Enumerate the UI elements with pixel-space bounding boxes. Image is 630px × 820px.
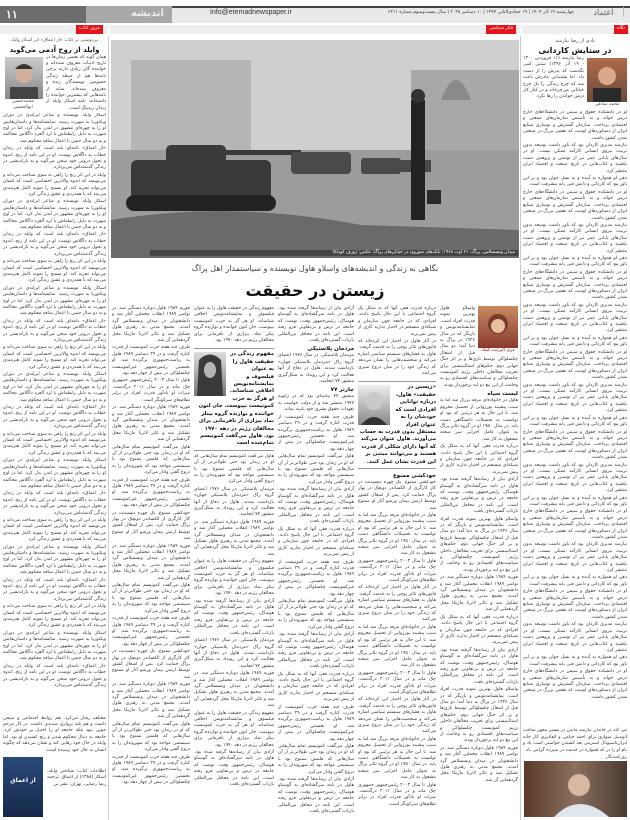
paragraph: فوریه ۱۹۸۹ هاول دوباره دستگیر شد. در نوامبر ۱۹۸۹ انقلاب مخملین آغاز شد و دانشجویان در میدان ونسسلاس گرد آمدند. مجمع مدنی به رهبری هاول تشکیل شد و تئاتر لاترنا ماژیکا محل گردهمایی آن شد.: [440, 745, 518, 783]
subhead: خودکشی ممنوع: [392, 472, 436, 479]
paragraph: او در دانشکده حقوق و سپس در دانشگاه‌های خارج درس خواند و به تأسیس سازمان‌های صنعتی و اقتصادی پرداخت. سازمان گسترش و نوسازی صنایع ایران از دستاوردهای اوست که نقشی بزرگ در صنعتی شدن کشور داشت.: [523, 110, 627, 141]
author-block: [587, 58, 627, 108]
paragraph: نیازمند مدیری کاردان بود که باور داشت توسعه بدون تربیت نیروی انسانی کارآمد ممکن نیست. او در سال‌های پایانی عمر نیز از نوشتن و پژوهش دست نکشید و کتاب‌هایی در تاریخ صنعت و اقتصاد ایران منتشر کرد.: [523, 622, 627, 653]
paragraph: آزادی بیان از رسانه‌ها گرفته شده بود. هاول در نامه سرگشاده‌ای به گوستاو هوساک، رئیس‌جمهور وقت، نوشت که جامعه در ترس و بی‌تفاوتی فرو رفته است. این نامه در محافل بین‌المللی بازتاب گسترده‌ای یافت.: [440, 477, 518, 515]
main-column-5-body: [112, 378, 190, 816]
paragraph: نیازمند مدیری کاردان بود که باور داشت توسعه بدون تربیت نیروی انسانی کارآمد ممکن نیست. او در سال‌های پایانی عمر نیز از نوشتن و پژوهش دست نکشید و کتاب‌هایی در تاریخ صنعت و اقتصاد ایران منتشر کرد.: [523, 462, 627, 494]
paragraph: اسکار وایلد نویسنده و شاعر ایرلندی در دوران ویکتوریا به شهرت رسید. نمایشنامه‌ها و داستان‌هایش او را به چهره‌ای مشهور در لندن بدل کرد. اما در اوج شهرت به دلیل رابطه‌اش با لرد آلفرد داگلاس محاکمه و به دو سال حبس با اعمال شاقه محکوم شد.: [3, 630, 106, 662]
paragraph: فوریه ۱۹۸۹ هاول دوباره دستگیر شد. در نوامبر ۱۹۸۹ انقلاب مخملین آغاز شد و دانشجویان در میدان ونسسلاس گرد آمدند. مجمع مدنی به رهبری هاول تشکیل شد و تئاتر لاترنا ماژیکا محل گردهمایی آن شد.: [112, 543, 190, 581]
left-author-photo: [5, 57, 43, 99]
book-info: اطلاعات کتاب: شناختی وایلد، اسکار (۱۳۸۸) از اعماق، ترجمه رضا رضایی، تهران: نشر نی: [47, 769, 106, 787]
left-body: [3, 113, 106, 715]
right-body: [523, 110, 627, 728]
paragraph: آزادی بیان از رسانه‌ها گرفته شده بود. هاول در نامه سرگشاده‌ای به گوستاو هوساک، رئیس‌جمهور وقت، نوشت که جامعه در ترس و بی‌تفاوتی فرو رفته است. این نامه در محافل بین‌المللی بازتاب گسترده‌ای یافت.: [278, 487, 354, 525]
paragraph: آزادی بیان از رسانه‌ها گرفته شده بود. هاول در نامه سرگشاده‌ای به گوستاو هوساک، رئیس‌جمهور وقت، نوشت که جامعه در ترس و بی‌تفاوتی فرو رفته است. این نامه در محافل بین‌المللی بازتاب گسترده‌ای یافت.: [278, 632, 354, 670]
paragraph: هاول در خانواده‌ای مرفه بزرگ شد اما به سبب پیشینه بورژوایی از تحصیل محروم شد. با این حال به هر ترتیبی که بود او توانست به تحصیلات دانشگاهی دست یابد. در سال ۱۹۵۰ او در گروه تئاتر پراگ به عنوان عامل اجرایی سر صحنه مشغول به کار شد.: [358, 624, 436, 669]
paragraph: او در دانشکده حقوق و سپس در دانشگاه‌های خارج درس خواند و به تأسیس سازمان‌های صنعتی و اقتصادی پرداخت. سازمان گسترش و نوسازی صنایع ایران از دستاوردهای اوست که نقشی بزرگ در صنعتی شدن کشور داشت.: [523, 669, 627, 700]
paragraph: «از اعماق» نامه‌ای بلند است که وایلد در زندان خطاب به داگلاس نوشت. او در این نامه از رنج، اندوه و تحول درونی خود سخن می‌گوید و به بازاندیشی در زندگی گذشته‌اش می‌پردازد.: [3, 405, 106, 430]
paragraph: در آثار هاول در اختیار این کرده‌اند که قانون‌های تئاتر پوچی را به خدمت گرفت. هاول به فشارهای سیستم سیاسی اشاره می‌کند و شخصیت‌هایی را نشان می‌دهد که زندگی خود را در میان دروغ سپری می‌کنند.: [358, 697, 436, 735]
section-label-left: مرور کتاب: [76, 25, 103, 34]
left-intro: [3, 55, 106, 114]
right-kicker: یادی از رضا نیازمند: [555, 38, 595, 44]
column-divider: [520, 36, 521, 820]
paragraph: ذهن او همواره به آینده و به نسل جوان بود و بر این باور بود که کاردانی و دانش فنی پایه پیشرفت است.: [523, 575, 627, 587]
paragraph: فوریه ۱۹۸۹ هاول دوباره دستگیر شد. در نوامبر ۱۹۸۹ انقلاب مخملین آغاز شد و دانشجویان در میدان ونسسلاس گرد آمدند. مجمع مدنی به رهبری هاول تشکیل شد و تئاتر لاترنا ماژیکا محل گردهمایی آن شد.: [440, 575, 518, 613]
paragraph: هاول تا سال ۲۰۰۳ رئیس‌جمهور جمهوری چک ماند و در سال ۲۰۱۱ درگذشت. میراث او یادآور قدرت افراد در برابر نظام‌های سرکوبگر است.: [112, 378, 190, 403]
paragraph: خودکشی ممنوع. یک چهره دیسیدنت در کار کارگری از الکساندر دوبچک در بهار پراگ حمایت کرد. پس از اشغال کشور توسط ارتش پیمان ورشو آثار او ممنوع شد.: [112, 649, 190, 680]
paragraph: هاول تا سال ۲۰۰۳ رئیس‌جمهور جمهوری چک ماند و در سال ۲۰۱۱ درگذشت. میراث او یادآور قدرت افراد در برابر نظام‌های سرکوبگر است.: [358, 558, 436, 584]
main-kicker: نگاهی به زندگی و اندیشه‌های واسلاو هاول نویسنده و سیاستمدار اهل پراگ: [191, 264, 439, 273]
paragraph: نیازمند مدیری کاردان بود که باور داشت توسعه بدون تربیت نیروی انسانی کارآمد ممکن نیست. او در سال‌های پایانی عمر نیز از نوشتن و پژوهش دست نکشید و کتاب‌هایی در تاریخ صنعت و اقتصاد ایران منتشر کرد.: [523, 222, 627, 254]
paragraph: فوریه ۱۹۸۹ هاول دوباره دستگیر شد. در نوامبر ۱۹۸۹ انقلاب مخملین آغاز شد و دانشجویان در میدان ونسسلاس گرد آمدند. مجمع مدنی به رهبری هاول تشکیل شد و تئاتر لاترنا ماژیکا محل گردهمایی آن شد.: [112, 682, 190, 720]
page-number: ۱۱: [0, 6, 86, 23]
paragraph: «از اعماق» نامه‌ای بلند است که وایلد در زندان خطاب به داگلاس نوشت. او در این نامه از رنج، اندوه و تحول درونی خود سخن می‌گوید و به بازاندیشی در زندگی گذشته‌اش می‌پردازد.: [3, 577, 106, 602]
paragraph: درباره قدرت فقر، آنها که به شکل یک گروه اجتماعی با این حال پاسخ دادند. افرادی که در جامعه چون سازمان و شبکه‌ای منسجم در اختیار ندارند کاری از پیش نمی‌برند.: [278, 526, 354, 558]
paragraph: هاول در خانواده‌ای مرفه بزرگ شد اما به سبب پیشینه بورژوایی از تحصیل محروم شد. با این حال به هر ترتیبی که بود او توانست به تحصیلات دانشگاهی دست یابد. در سال ۱۹۵۰ او در گروه تئاتر پراگ به عنوان عامل اجرایی سر صحنه مشغول به کار شد.: [358, 512, 436, 557]
author-photo: [587, 58, 627, 102]
paragraph: فوریه ۱۹۸۹ هاول دوباره دستگیر شد. در نوامبر ۱۹۸۹ انقلاب مخملین آغاز شد و دانشجویان در میدان ونسسلاس گرد آمدند. مجمع مدنی به رهبری هاول تشکیل شد و تئاتر لاترنا ماژیکا محل گردهمایی آن شد.: [112, 306, 190, 344]
paragraph: خودکشی ممنوع. یک چهره دیسیدنت در کار کارگری از الکساندر دوبچک در بهار پراگ حمایت کرد. پس از اشغال کشور توسط ارتش پیمان ورشو آثار او ممنوع شد.: [112, 510, 190, 542]
paragraph: هاول می‌گفت کمونیسم تمام سال‌هایی که او در زندان بود حتی طولانی‌تر از آن سال‌هایی که قلمش ممنوع بود با سیستمی مواجه بود که شهروندان را به دروغ گفتن وادار می‌کرد.: [112, 721, 190, 753]
paragraph: «از اعماق» نامه‌ای بلند است که وایلد در زندان خطاب به داگلاس نوشت. او در این نامه از رنج، اندوه و تحول درونی خود سخن می‌گوید و به بازاندیشی در زندگی گذشته‌اش می‌پردازد.: [3, 146, 106, 171]
paragraph: اسکار وایلد نویسنده و شاعر ایرلندی در دوران ویکتوریا به شهرت رسید. نمایشنامه‌ها و داستان‌هایش او را به چهره‌ای مشهور در لندن بدل کرد. اما در اوج شهرت به دلیل رابطه‌اش با لرد آلفرد داگلاس محاکمه و به دو سال حبس با اعمال شاقه محکوم شد.: [3, 113, 106, 144]
section-label-right: نگاه: [614, 25, 628, 34]
paragraph: واسلاو هاول بهترین نمونه قدرت افراد است. نمایشنامه‌نویس و بازیگر که در سال ۱۹۳۶ در پراگ به دنیا آمد؛ دو سال قبل از اشغال چکسلواکی توسط نازی‌ها و بر اثر جنگ جهانی دوم. حکم‌های استالینیستی برای تخریب مخالفان داخلی رژیم کمونیست چکسلواکی و سیاست‌های اقتصادی رو به وخامت از این تیغ دو لبه برخوردار بودند.: [440, 306, 518, 388]
paragraph: هاول می‌گفت کمونیسم تمام سال‌هایی که او در زندان بود حتی طولانی‌تر از آن سال‌هایی که قلمش ممنوع بود با سیستمی مواجه بود که شهروندان را به دروغ گفتن وادار می‌کرد.: [278, 599, 354, 630]
right-article: [523, 38, 627, 817]
left-kicker: پی‌نوشتی بر کتاب «از اعماق» اثر اسکار وایلد: [11, 38, 98, 43]
paragraph: ظرف چند هفته حزب کمونیست از قدرت کناره گرفت و در ۲۹ دسامبر ۱۹۸۹ هاول به ریاست‌جمهوری برگزیده شد. او نخستین رئیس‌جمهور غیرکمونیست چکسلواکی در بیش از چهار دهه بود.: [112, 754, 190, 786]
havel-quote-text: «زیستن در حقیقت» هاول، درباره توانایی افرادی است که خودشان را به عنوان افراد مستقل بدون قدرت به حساب می‌آورند. هاول عنوان می‌کند که آنها دارای شکلی از قدرت هستند و می‌توانند مبتنی بر این قدرت نشان عمل کنند.: [359, 384, 436, 465]
paragraph: فوریه ۱۹۸۹ هاول دوباره دستگیر شد. در نوامبر ۱۹۸۹ انقلاب مخملین آغاز شد و دانشجویان در میدان ونسسلاس گرد آمدند. مجمع مدنی به رهبری هاول تشکیل شد و تئاتر لاترنا ماژیکا محل گردهمایی آن شد.: [112, 405, 190, 443]
paragraph: اسکار وایلد نویسنده و شاعر ایرلندی در دوران ویکتوریا به شهرت رسید. نمایشنامه‌ها و داستان‌هایش او را به چهره‌ای مشهور در لندن بدل کرد. اما در اوج شهرت به دلیل رابطه‌اش با لرد آلفرد داگلاس محاکمه و به دو سال حبس با اعمال شاقه محکوم شد.: [3, 199, 106, 231]
paragraph: درباره قدرت فقر، آنها که به شکل یک گروه اجتماعی با این حال پاسخ دادند. افرادی که در جامعه چون سازمان و شبکه‌ای منسجم در اختیار ندارند کاری از پیش نمی‌برند.: [440, 614, 518, 646]
paragraph: ذهن او همواره به آینده و به نسل جوان بود و بر این باور بود که کاردانی و دانش فنی پایه پیشرفت است.: [523, 176, 627, 188]
paragraph: وایلد در این اثر رنج را راهی به سوی شناخت می‌داند و می‌نویسد که اندوه والاترین احساسی است که انسان می‌تواند تجربه کند. او مسیح را نمونه کامل هنرمندی می‌بیند که با همدردی و عشق زندگی کرد.: [3, 259, 106, 284]
paragraph: مردمان پلاستیکی. در سال ۱۹۷۶ اعضای گروه راک «مردمان پلاستیکی جهان» بازداشت شدند. هاول در دفاع از آنها فعالیت کرد و این رویداد به شکل‌گیری منشور ۷۷ انجامید.: [194, 486, 274, 518]
subhead: مردمان پلاستیکی: [307, 346, 354, 353]
king-block: [478, 306, 518, 354]
main-column-1-body: [440, 398, 518, 816]
paragraph: اسکار وایلد نویسنده و شاعر ایرلندی در دوران ویکتوریا به شهرت رسید. نمایشنامه‌ها و داستان‌هایش او را به چهره‌ای مشهور در لندن بدل کرد. اما در اوج شهرت به دلیل رابطه‌اش با لرد آلفرد داگلاس محاکمه و به دو سال حبس با اعمال شاقه محکوم شد.: [3, 458, 106, 489]
paragraph: ظرف چند هفته حزب کمونیست از قدرت کناره گرفت و در ۲۹ دسامبر ۱۹۸۹ هاول به ریاست‌جمهوری برگزیده شد. او نخستین رئیس‌جمهور غیرکمونیست چکسلواکی در بیش از چهار دهه بود.: [112, 477, 190, 509]
paragraph: در آثار هاول در اختیار این کرده‌اند که قانون‌های تئاتر پوچی را به خدمت گرفت. هاول به فشارهای سیستم سیاسی اشاره می‌کند و شخصیت‌هایی را نشان می‌دهد که زندگی خود را در میان دروغ سپری می‌کنند.: [358, 339, 436, 377]
paragraph: در آثار هاول در اختیار این کرده‌اند که قانون‌های تئاتر پوچی را به خدمت گرفت. هاول به فشارهای سیستم سیاسی اشاره می‌کند و شخصیت‌هایی را نشان می‌دهد که زندگی خود را در میان دروغ سپری می‌کنند.: [358, 585, 436, 623]
paragraph: مفهوم زندگی در حقیقت هاول را به عنوان فیلسوف و نمایشنامه‌نویس اخلاقی شناساند. او هر گز به حزب کمونیست نپیوست. جان لنون خواننده و نوازنده گروه بیتلز نماد بیزاری از نافرمانی برای مخالفان رژیم در دهه ۱۹۷۰ بود.: [194, 710, 274, 748]
paragraph: «از اعماق» نامه‌ای بلند است که وایلد در زندان خطاب به داگلاس نوشت. او در این نامه از رنج، اندوه و تحول درونی خود سخن می‌گوید و به بازاندیشی در زندگی گذشته‌اش می‌پردازد.: [3, 491, 106, 516]
paragraph: ذهن او همواره به آینده و به نسل جوان بود و بر این باور بود که کاردانی و دانش فنی پایه پیشرفت است.: [523, 335, 627, 348]
book-cover: [3, 757, 43, 817]
paragraph: نیازمند مدیری کاردان بود که باور داشت توسعه بدون تربیت نیروی انسانی کارآمد ممکن نیست. او در سال‌های پایانی عمر نیز از نوشتن و پژوهش دست نکشید و کتاب‌هایی در تاریخ صنعت و اقتصاد ایران منتشر کرد.: [523, 302, 627, 334]
paragraph: وایلد در این اثر رنج را راهی به سوی شناخت می‌داند و می‌نویسد که اندوه والاترین احساسی است که انسان می‌تواند تجربه کند. او مسیح را نمونه کامل هنرمندی می‌بیند که با همدردی و عشق زندگی کرد.: [3, 431, 106, 456]
paragraph: نیازمند مدیری کاردان بود که باور داشت توسعه بدون تربیت نیروی انسانی کارآمد ممکن نیست. او در سال‌های پایانی عمر نیز از نوشتن و پژوهش دست نکشید و کتاب‌هایی در تاریخ صنعت و اقتصاد ایران منتشر کرد.: [523, 143, 627, 174]
paragraph: ذهن او همواره به آینده و به نسل جوان بود و بر این باور بود که کاردانی و دانش فنی پایه پیشرفت است.: [523, 255, 627, 268]
havel-photo: [358, 385, 390, 425]
paragraph: ظرف چند هفته حزب کمونیست از قدرت کناره گرفت و در ۲۹ دسامبر ۱۹۸۹ هاول به ریاست‌جمهوری برگزیده شد. او نخستین رئیس‌جمهور غیرکمونیست چکسلواکی در بیش از چهار دهه بود.: [278, 559, 354, 597]
date-line: چهارشنبه ۱۹ آذر ۱۴۰۴ | ۱۹ جمادی‌الثانی ۱۴۴۷ | ۱۰ دسامبر ۲۰۲۵ | سال بیست‌وسوم شماره ۶۲۱۱: [387, 10, 574, 15]
paragraph: هاول می‌گفت کمونیسم تمام سال‌هایی که او در زندان بود حتی طولانی‌تر از آن سال‌هایی که قلمش ممنوع بود با سیستمی مواجه بود که شهروندان را به دروغ گفتن وادار می‌کرد.: [112, 444, 190, 476]
paragraph: او در دانشکده حقوق و سپس در دانشگاه‌های خارج درس خواند و به تأسیس سازمان‌های صنعتی و اقتصادی پرداخت. سازمان گسترش و نوسازی صنایع ایران از دستاوردهای اوست که نقشی بزرگ در صنعتی شدن کشور داشت.: [523, 589, 627, 620]
paragraph: اسکار وایلد نویسنده و شاعر ایرلندی در دوران ویکتوریا به شهرت رسید. نمایشنامه‌ها و داستان‌هایش او را به چهره‌ای مشهور در لندن بدل کرد. اما در اوج شهرت به دلیل رابطه‌اش با لرد آلفرد داگلاس محاکمه و به دو سال حبس با اعمال شاقه محکوم شد.: [3, 544, 106, 576]
right-title: در ستایش کاردانی: [538, 46, 612, 55]
paragraph: اسکار وایلد نویسنده و شاعر ایرلندی در دوران ویکتوریا به شهرت رسید. نمایشنامه‌ها و داستان‌هایش او را به چهره‌ای مشهور در لندن بدل کرد. اما در اوج شهرت به دلیل رابطه‌اش با لرد آلفرد داگلاس محاکمه و به دو سال حبس با اعمال شاقه محکوم شد.: [3, 285, 106, 317]
paragraph: هاول تا سال ۲۰۰۳ رئیس‌جمهور جمهوری چک ماند و در سال ۲۰۱۱ درگذشت. میراث او یادآور قدرت افراد در برابر نظام‌های سرکوبگر است.: [358, 782, 436, 807]
paragraph: هاول تا سال ۲۰۰۳ رئیس‌جمهور جمهوری چک ماند و در سال ۲۰۱۱ درگذشت. میراث او یادآور قدرت افراد در برابر نظام‌های سرکوبگر است.: [358, 670, 436, 695]
paragraph: آزادی بیان از رسانه‌ها گرفته شده بود. هاول در نامه سرگشاده‌ای به گوستاو هوساک، رئیس‌جمهور وقت، نوشت که جامعه در ترس و بی‌تفاوتی فرو رفته است. این نامه در محافل بین‌المللی بازتاب گسترده‌ای یافت.: [278, 777, 354, 815]
paragraph: هاول در خانواده‌ای مرفه بزرگ شد اما به سبب پیشینه بورژوایی از تحصیل محروم شد. با این حال به هر ترتیبی که بود او توانست به تحصیلات دانشگاهی دست یابد. در سال ۱۹۵۰ او در گروه تئاتر پراگ به عنوان عامل اجرایی سر صحنه مشغول به کار شد.: [440, 398, 518, 442]
right-signoff: روزنامه‌نگار: [605, 755, 627, 760]
subhead: چارتر ۷۷: [330, 387, 354, 394]
left-author: محمدحسین ابوالحسنی: [12, 98, 34, 110]
paragraph: نیازمند مدیری کاردان بود که باور داشت توسعه بدون تربیت نیروی انسانی کارآمد ممکن نیست. او در سال‌های پایانی عمر نیز از نوشتن و پژوهش دست نکشید و کتاب‌هایی در تاریخ صنعت و اقتصاد ایران منتشر کرد.: [523, 382, 627, 414]
left-author-block: [3, 57, 43, 111]
left-article: [3, 38, 106, 817]
paragraph: او در دانشکده حقوق و سپس در دانشگاه‌های خارج درس خواند و به تأسیس سازمان‌های صنعتی و اقتصادی پرداخت. سازمان گسترش و نوسازی صنایع ایران از دستاوردهای اوست که نقشی بزرگ در صنعتی شدن کشور داشت.: [523, 429, 627, 461]
paragraph: وایلد در این اثر رنج را راهی به سوی شناخت می‌داند و می‌نویسد که اندوه والاترین احساسی است که انسان می‌تواند تجربه کند. او مسیح را نمونه کامل هنرمندی می‌بیند که با همدردی و عشق زندگی کرد.: [3, 517, 106, 543]
paragraph: هاول در خانواده‌ای مرفه بزرگ شد اما به سبب پیشینه بورژوایی از تحصیل محروم شد. با این حال به هر ترتیبی که بود او توانست به تحصیلات دانشگاهی دست یابد. در سال ۱۹۵۰ او در گروه تئاتر پراگ به عنوان عامل اجرایی سر صحنه مشغول به کار شد.: [358, 736, 436, 781]
paragraph: مردمان پلاستیکی. در سال ۱۹۷۶ اعضای گروه راک «مردمان پلاستیکی جهان» بازداشت شدند. هاول در دفاع از آنها فعالیت کرد و این رویداد به شکل‌گیری منشور ۷۷ انجامید.: [278, 353, 354, 385]
paragraph: منشور ۷۷ بیانیه‌ای بود که در ژانویه ۱۹۷۷ منتشر شد و از دولت خواست به تعهدات حقوق بشری خود پایبند بماند.: [278, 394, 354, 413]
paragraph: درباره قدرت فقر، آنها که به شکل یک گروه اجتماعی با این حال پاسخ دادند. افرادی که در جامعه چون سازمان و شبکه‌ای منسجم در اختیار ندارند کاری از پیش نمی‌برند.: [358, 306, 436, 337]
paragraph: مفهوم زندگی در حقیقت هاول را به عنوان فیلسوف و نمایشنامه‌نویس اخلاقی شناساند. او هر گز به حزب کمونیست نپیوست. جان لنون خواننده و نوازنده گروه بیتلز نماد بیزاری از نافرمانی برای مخالفان رژیم در دهه ۱۹۷۰ بود.: [194, 559, 274, 597]
left-intro-text: همان گونه که بعضی رمان‌ها در تاریخ ادبیات معروف شده‌اند و خواننده گان زیادی دارند برخی نامه‌ها هم از حیطه زندگی خصوصی نویسندگان زنده و معروف شده‌اند. شاید از نامه‌هایی که بیشترین خواننده را داشته‌اند، نامه اسکار وایلد از زندان ریدینگ است.: [46, 54, 106, 111]
paragraph: هاول می‌گفت کمونیسم تمام سال‌هایی که او در زندان بود حتی طولانی‌تر از آن سال‌هایی که قلمش ممنوع بود با سیستمی مواجه بود که شهروندان را به دروغ گفتن وادار می‌کرد.: [112, 583, 190, 614]
subhead: لیست سیاه: [487, 391, 518, 398]
paragraph: «از اعماق» نامه‌ای بلند است که وایلد در زندان خطاب به داگلاس نوشت. او در این نامه از رنج، اندوه و تحول درونی خود سخن می‌گوید و به بازاندیشی در زندگی گذشته‌اش می‌پردازد.: [3, 318, 106, 343]
main-author: مری الیزابت کینگ: [481, 348, 515, 353]
paragraph: «از اعماق» نامه‌ای بلند است که وایلد در زندان خطاب به داگلاس نوشت. او در این نامه از رنج، اندوه و تحول درونی خود سخن می‌گوید و به بازاندیشی در زندگی گذشته‌اش می‌پردازد.: [3, 663, 106, 689]
label-bar-middle: [110, 25, 520, 34]
lennon-photo: [194, 352, 226, 396]
paragraph: ذهن او همواره به آینده و به نسل جوان بود و بر این باور بود که کاردانی و دانش فنی پایه پیشرفت است.: [523, 655, 627, 667]
paragraph: هاول می‌گفت کمونیسم تمام سال‌هایی که او در زندان بود حتی طولانی‌تر از آن سال‌هایی که قلمش ممنوع بود با سیستمی مواجه بود که شهروندان را به دروغ گفتن وادار می‌کرد.: [194, 453, 274, 485]
column-divider: [108, 36, 109, 820]
main-column-2: [358, 306, 436, 816]
author-photo-king: [478, 306, 518, 348]
paragraph: ذهن او همواره به آینده و به نسل جوان بود و بر این باور بود که کاردانی و دانش فنی پایه پیشرفت است.: [523, 495, 627, 507]
paragraph: هاول می‌گفت کمونیسم تمام سال‌هایی که او در زندان بود حتی طولانی‌تر از آن سال‌هایی که قلمش ممنوع بود با سیستمی مواجه بود که شهروندان را به دروغ گفتن وادار می‌کرد.: [278, 454, 354, 485]
paragraph: نیازمند مدیری کاردان بود که باور داشت توسعه بدون تربیت نیروی انسانی کارآمد ممکن نیست. او در سال‌های پایانی عمر نیز از نوشتن و پژوهش دست نکشید و کتاب‌هایی در تاریخ صنعت و اقتصاد ایران منتشر کرد.: [523, 542, 627, 574]
prague-tanks-photo: [111, 40, 519, 258]
right-intro: [523, 56, 627, 110]
paragraph: آزادی بیان از رسانه‌ها گرفته شده بود. هاول در نامه سرگشاده‌ای به گوستاو هوساک، رئیس‌جمهور وقت، نوشت که جامعه در ترس و بی‌تفاوتی فرو رفته است. این نامه در محافل بین‌المللی بازتاب گسترده‌ای یافت.: [278, 306, 354, 344]
paragraph: او در دانشکده حقوق و سپس در دانشگاه‌های خارج درس خواند و به تأسیس سازمان‌های صنعتی و اقتصادی پرداخت. سازمان گسترش و نوسازی صنایع ایران از دستاوردهای اوست که نقشی بزرگ در صنعتی شدن کشور داشت.: [523, 349, 627, 381]
email-link[interactable]: Info@etemadnewspaper.ir: [210, 9, 292, 16]
main-headline: زیستن در حقیقت: [245, 281, 385, 300]
paragraph: درباره قدرت فقر، آنها که به شکل یک گروه اجتماعی با این حال پاسخ دادند. افرادی که در جامعه چون سازمان و شبکه‌ای منسجم در اختیار ندارند کاری از پیش نمی‌برند.: [440, 444, 518, 475]
paragraph: او در دانشکده حقوق و سپس در دانشگاه‌های خارج درس خواند و به تأسیس سازمان‌های صنعتی و اقتصادی پرداخت. سازمان گسترش و نوسازی صنایع ایران از دستاوردهای اوست که نقشی بزرگ در صنعتی شدن کشور داشت.: [523, 189, 627, 221]
paragraph: واسلاو هاول بهترین نمونه قدرت افراد است. نمایشنامه‌نویس و بازیگر که در سال ۱۹۳۶ در پراگ به دنیا آمد؛ دو سال قبل از اشغال چکسلواکی توسط نازی‌ها و بر اثر جنگ جهانی دوم. حکم‌های استالینیستی برای تخریب مخالفان داخلی رژیم کمونیست چکسلواکی و سیاست‌های اقتصادی رو به وخامت از این تیغ دو لبه برخوردار بودند.: [440, 516, 518, 573]
paragraph: وایلد در این اثر رنج را راهی به سوی شناخت می‌داند و می‌نویسد که اندوه والاترین احساسی است که انسان می‌تواند تجربه کند. او مسیح را نمونه کامل هنرمندی می‌بیند که با همدردی و عشق زندگی کرد.: [3, 604, 106, 629]
main-column-2-body: [358, 480, 436, 816]
lennon-quote-text: مفهوم زندگی در حقیقت هاول را به عنوان فیلسوف و نمایشنامه‌نویس اخلاقی شناساند. او هرگز به حزب کمونیست نپیوست. جان لنون خواننده و نوازنده گروه بیتلز نماد بیزاری از نافرمانی برای مخالفان رژیم در دهه ۱۹۷۰ بود. هاول می‌گفت کمونیسم تمام‌شده است: [198, 351, 274, 447]
main-column-1: [440, 306, 518, 816]
paragraph: «از اعماق» نامه‌ای بلند است که وایلد در زندان خطاب به داگلاس نوشت. او در این نامه از رنج، اندوه و تحول درونی خود سخن می‌گوید و به بازاندیشی در زندگی گذشته‌اش می‌پردازد.: [3, 232, 106, 257]
paragraph: او در دانشکده حقوق و سپس در دانشگاه‌های خارج درس خواند و به تأسیس سازمان‌های صنعتی و اقتصادی پرداخت. سازمان گسترش و نوسازی صنایع ایران از دستاوردهای اوست که نقشی بزرگ در صنعتی شدن کشور داشت.: [523, 269, 627, 301]
paragraph: فوریه ۱۹۸۹ هاول دوباره دستگیر شد. در نوامبر ۱۹۸۹ انقلاب مخملین آغاز شد و دانشجویان در میدان ونسسلاس گرد آمدند. مجمع مدنی به رهبری هاول تشکیل شد و تئاتر لاترنا ماژیکا محل گردهمایی آن شد.: [194, 519, 274, 557]
right-intro-text: رضا نیازمند (۱۱ فروردین ۱۳۰۰ - ۱۹ آذر ۱۳۹۶) سنتی کمی نگذشت که پدرش را از دست داد. اما پشتیبانی مادرش باعث شد که چرخ زندگی را یک چرخ خیابانی می‌چرخاند و در کنار کار درس خواندن را رها نکرد.: [523, 56, 584, 100]
paragraph: او در دانشکده حقوق و سپس در دانشگاه‌های خارج درس خواند و به تأسیس سازمان‌های صنعتی و اقتصادی پرداخت. سازمان گسترش و نوسازی صنایع ایران از دستاوردهای اوست که نقشی بزرگ در صنعتی شدن کشور داشت.: [523, 509, 627, 540]
left-title: وایلد از روح آدمی می‌گوید: [9, 45, 100, 54]
paragraph: آزادی بیان از رسانه‌ها گرفته شده بود. هاول در نامه سرگشاده‌ای به گوستاو هوساک، رئیس‌جمهور وقت، نوشت که جامعه در ترس و بی‌تفاوتی فرو رفته است. این نامه در محافل بین‌المللی بازتاب گسترده‌ای یافت.: [194, 750, 274, 788]
paragraph: وایلد در این اثر رنج را راهی به سوی شناخت می‌داند و می‌نویسد که اندوه والاترین احساسی است که انسان می‌تواند تجربه کند. او مسیح را نمونه کامل هنرمندی می‌بیند که با همدردی و عشق زندگی کرد.: [3, 172, 106, 198]
main-column-3: [278, 306, 354, 816]
photo-caption: میدان ونسسلاس، پراگ، ۲۱ اوت ۱۹۶۸؛ تانک‌های شوروی در خیابان‌های پراگ؛ عکس: ژوزف کودلکا: [150, 250, 518, 256]
book-cover-title: از اعماق: [10, 777, 36, 784]
paragraph: فوریه ۱۹۸۹ هاول دوباره دستگیر شد. در نوامبر ۱۹۸۹ انقلاب مخملین آغاز شد و دانشجویان در میدان ونسسلاس گرد آمدند. مجمع مدنی به رهبری هاول تشکیل شد و تئاتر لاترنا ماژیکا محل گردهمایی آن شد.: [194, 671, 274, 709]
main-column-4: [194, 306, 274, 816]
paragraph: ذهن او همواره به آینده و به نسل جوان بود و بر این باور بود که کاردانی و دانش فنی پایه پیشرفت است.: [523, 415, 627, 428]
paragraph: مفهوم زندگی در حقیقت هاول را به عنوان فیلسوف و نمایشنامه‌نویس اخلاقی شناساند. او هر گز به حزب کمونیست نپیوست. جان لنون خواننده و نوازنده گروه بیتلز نماد بیزاری از نافرمانی برای مخالفان رژیم در دهه ۱۹۷۰ بود.: [194, 306, 274, 344]
right-author: محمد صادقی: [594, 102, 620, 107]
paragraph: اسکار وایلد نویسنده و شاعر ایرلندی در دوران ویکتوریا به شهرت رسید. نمایشنامه‌ها و داستان‌هایش او را به چهره‌ای مشهور در لندن بدل کرد. اما در اوج شهرت به دلیل رابطه‌اش با لرد آلفرد داگلاس محاکمه و به دو سال حبس با اعمال شاقه محکوم شد.: [3, 372, 106, 403]
paragraph: ظرف چند هفته حزب کمونیست از قدرت کناره گرفت و در ۲۹ دسامبر ۱۹۸۹ هاول به ریاست‌جمهوری برگزیده شد. او نخستین رئیس‌جمهور غیرکمونیست چکسلواکی در بیش از چهار دهه بود.: [112, 345, 190, 377]
main-column-5: [112, 306, 190, 816]
paragraph: ظرف چند هفته حزب کمونیست از قدرت کناره گرفت و در ۲۹ دسامبر ۱۹۸۹ هاول به ریاست‌جمهوری برگزیده شد. او نخستین رئیس‌جمهور غیرکمونیست چکسلواکی در بیش از چهار دهه بود.: [278, 414, 354, 452]
section-label-middle: فکر سیاسی: [486, 25, 516, 34]
newspaper-logo: اعتماد: [584, 7, 624, 17]
paragraph: ظرف چند هفته حزب کمونیست از قدرت کناره گرفت و در ۲۹ دسامبر ۱۹۸۹ هاول به ریاست‌جمهوری برگزیده شد. او نخستین رئیس‌جمهور غیرکمونیست چکسلواکی در بیش از چهار دهه بود.: [278, 704, 354, 742]
havel-pull-quote: [358, 381, 436, 468]
main-column-4-body: [194, 454, 274, 816]
book-block: [3, 755, 106, 817]
paragraph: وایلد در این اثر رنج را راهی به سوی شناخت می‌داند و می‌نویسد که اندوه والاترین احساسی است که انسان می‌تواند تجربه کند. او مسیح را نمونه کامل هنرمندی می‌بیند که با همدردی و عشق زندگی کرد.: [3, 345, 106, 370]
section-name: اندیشه: [86, 6, 172, 23]
niazmand-photo: [524, 761, 627, 817]
paragraph: هاول می‌گفت کمونیسم تمام سال‌هایی که او در زندان بود حتی طولانی‌تر از آن سال‌هایی که قلمش ممنوع بود با سیستمی مواجه بود که شهروندان را به دروغ گفتن وادار می‌کرد.: [278, 744, 354, 775]
paragraph: ظرف چند هفته حزب کمونیست از قدرت کناره گرفت و در ۲۹ دسامبر ۱۹۸۹ هاول به ریاست‌جمهوری برگزیده شد. او نخستین رئیس‌جمهور غیرکمونیست چکسلواکی در بیش از چهار دهه بود.: [112, 616, 190, 647]
paragraph: مردمان پلاستیکی. در سال ۱۹۷۶ اعضای گروه راک «مردمان پلاستیکی جهان» بازداشت شدند. هاول در دفاع از آنها فعالیت کرد و این رویداد به شکل‌گیری منشور ۷۷ انجامید.: [194, 638, 274, 669]
paragraph: درباره قدرت فقر، آنها که به شکل یک گروه اجتماعی با این حال پاسخ دادند. افرادی که در جامعه چون سازمان و شبکه‌ای منسجم در اختیار ندارند کاری از پیش نمی‌برند.: [278, 671, 354, 703]
paragraph: آزادی بیان از رسانه‌ها گرفته شده بود. هاول در نامه سرگشاده‌ای به گوستاو هوساک، رئیس‌جمهور وقت، نوشت که جامعه در ترس و بی‌تفاوتی فرو رفته است. این نامه در محافل بین‌المللی بازتاب گسترده‌ای یافت.: [440, 647, 518, 685]
main-column-3-body: [278, 394, 354, 816]
right-ending: می کند در خاندان نیازمند ماندن در مسیر مجهز ساخت اتومبیل سواری برای احمد خیامی و اتفاذیری کار خانه ایران‌ناسیونال استرینی بعد کشیدن خواستی است یاد و نام او را در که همواره در خدمت در سپرده گرامی باد.: [523, 728, 627, 753]
lennon-pull-quote: [194, 348, 274, 450]
main-column-1-top: [440, 306, 518, 390]
paragraph: واسلاو هاول بهترین نمونه قدرت افراد است. نمایشنامه‌نویس و بازیگر که در سال ۱۹۳۶ در پراگ به دنیا آمد؛ دو سال قبل از اشغال چکسلواکی توسط نازی‌ها و بر اثر جنگ جهانی دوم. حکم‌های استالینیستی برای تخریب مخالفان داخلی رژیم کمونیست چکسلواکی و سیاست‌های اقتصادی رو به وخامت از این تیغ دو لبه برخوردار بودند.: [440, 687, 518, 744]
paragraph: خودکشی ممنوع. یک چهره دیسیدنت در کار کارگری از الکساندر دوبچک در بهار پراگ حمایت کرد. پس از اشغال کشور توسط ارتش پیمان ورشو آثار او ممنوع شد.: [358, 479, 436, 511]
paragraph: آزادی بیان از رسانه‌ها گرفته شده بود. هاول در نامه سرگشاده‌ای به گوستاو هوساک، رئیس‌جمهور وقت، نوشت که جامعه در ترس و بی‌تفاوتی فرو رفته است. این نامه در محافل بین‌المللی بازتاب گسترده‌ای یافت.: [194, 598, 274, 636]
left-ending: مختلف رفتار می‌کرد. هم روابط اجتماعی و سیعی داشت و هم بلند پروازی شدیدی داشت. در کار مرحم جویی نبود بلکه جامعه او را اختیار بر خودش کرد. جامعه به دنبال محکوم شدن و رنج کشیدن او بود. اما وایلد در حال خود رهایی کند و نشان می‌دهد که چگونه انسان به حال خود رسیده است.: [3, 715, 106, 753]
